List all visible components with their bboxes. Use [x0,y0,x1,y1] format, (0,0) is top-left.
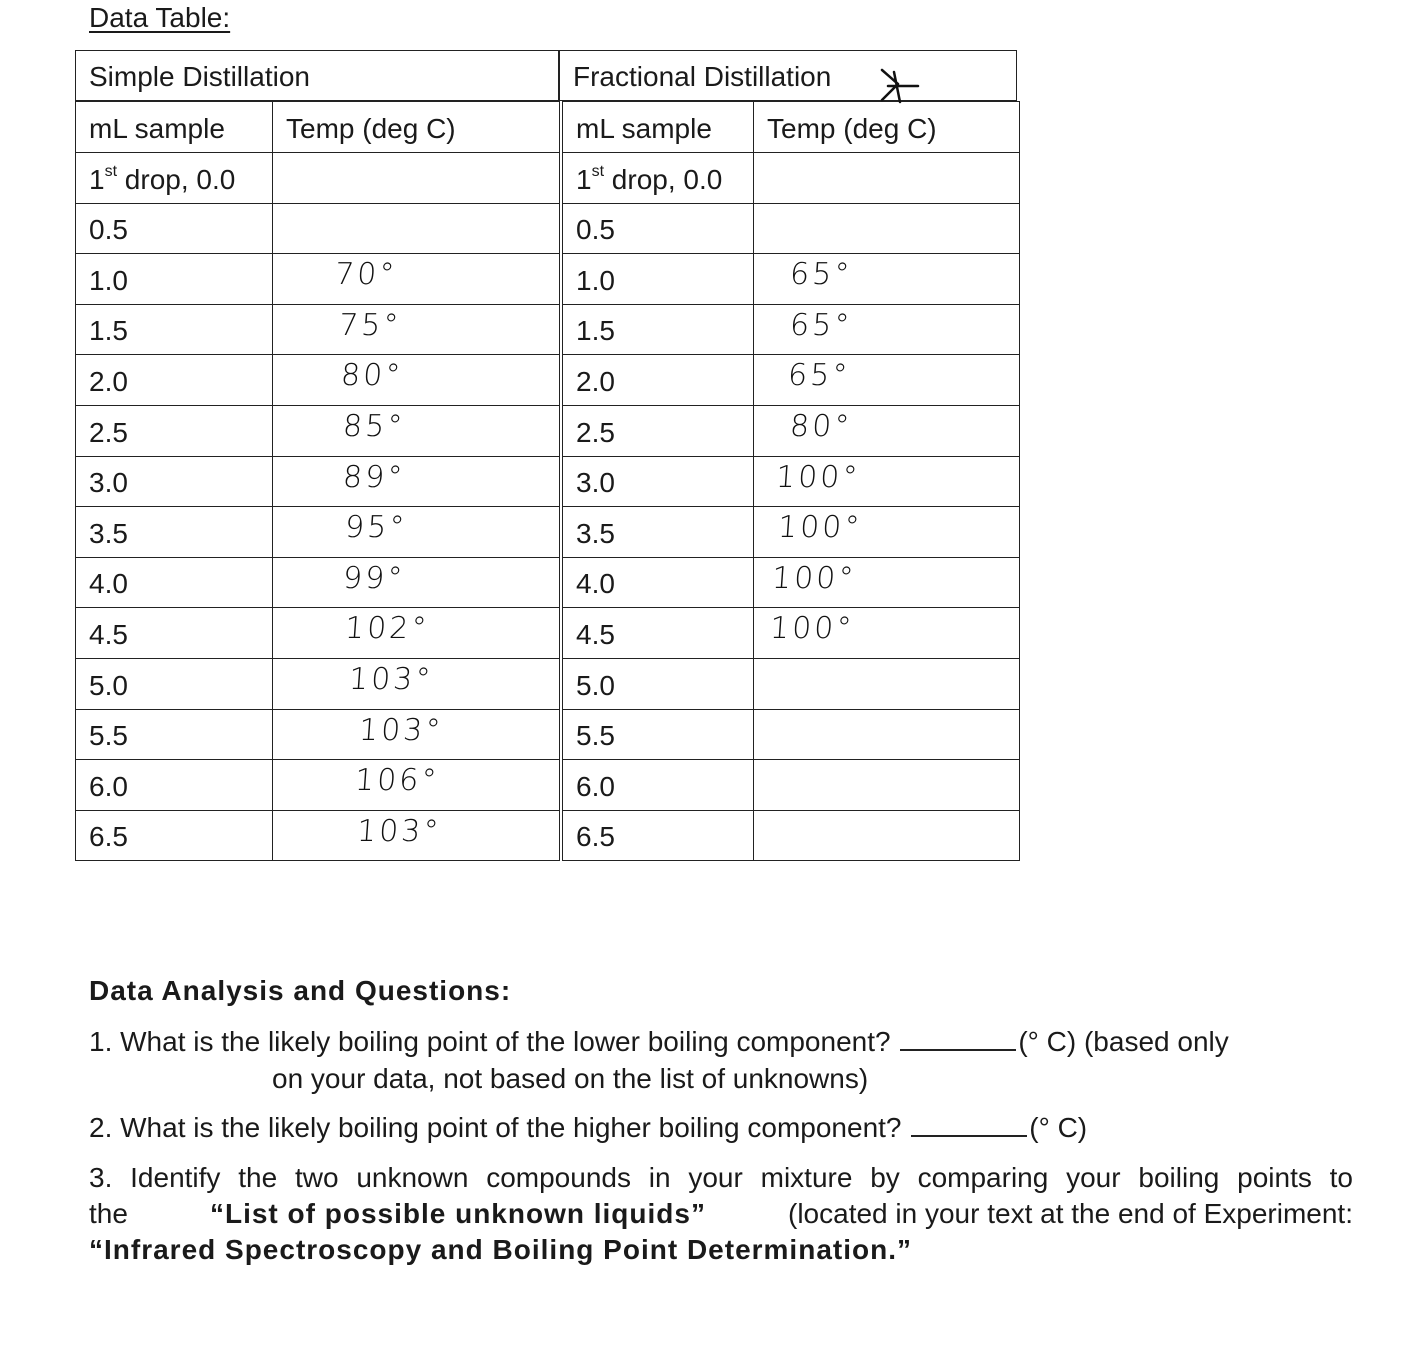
question-2-unit: (° C) [1029,1112,1088,1143]
simple-ml-value: 6.5 [89,821,128,852]
handwritten-temp: 100° [770,561,858,596]
fractional-ml-value: 3.5 [576,518,615,549]
fractional-ml-value: 4.5 [576,619,615,650]
fractional-ml-value: 2.0 [576,366,615,397]
simple-ml-value: 5.0 [89,670,128,701]
question-2 [89,1110,1087,1146]
fractional-ml-cell [562,456,754,507]
simple-ml-cell [75,607,273,659]
handwritten-mark-icon [878,66,922,106]
fractional-temp-cell [753,152,1020,204]
fractional-ml-cell [562,253,754,305]
simple-ml-cell [75,810,273,861]
page-title: Data Table: [89,2,231,33]
first-drop-label: 1st drop, 0.0 [89,163,236,195]
handwritten-temp: 103° [355,814,443,849]
handwritten-temp: 103° [357,713,445,748]
question-1-unit: (° C) (based only [1018,1026,1229,1057]
simple-ml-value: 2.5 [89,417,128,448]
simple-temp-cell [272,304,560,355]
handwritten-temp: 80° [788,409,854,444]
fractional-temp-cell [753,304,1020,355]
fractional-col-temp-label: Temp (deg C) [767,113,937,144]
fractional-temp-cell [753,456,1020,507]
question-1-continued: on your data, not based on the list of unknowns) [272,1063,869,1094]
handwritten-temp: 99° [341,561,407,596]
handwritten-temp: 95° [343,510,409,545]
simple-ml-value: 5.5 [89,720,128,751]
fractional-ml-value: 3.0 [576,467,615,498]
simple-temp-cell [272,253,560,305]
simple-col-ml-header [75,101,273,153]
fractional-ml-cell [562,506,754,558]
fractional-ml-cell [562,557,754,608]
handwritten-temp: 85° [341,409,407,444]
simple-ml-value: 1.5 [89,315,128,346]
answer-blank-2[interactable] [911,1113,1027,1137]
simple-ml-cell [75,354,273,406]
fractional-ml-cell [562,203,754,254]
fractional-ml-cell [562,658,754,710]
fractional-ml-cell [562,759,754,811]
fractional-temp-cell [753,709,1020,760]
handwritten-temp: 65° [786,358,852,393]
fractional-ml-value: 1.0 [576,265,615,296]
simple-ml-cell [75,506,273,558]
simple-ml-value: 1.0 [89,265,128,296]
simple-ml-cell [75,152,273,204]
question-3-text: the [89,1198,128,1229]
handwritten-temp: 80° [339,358,405,393]
fractional-ml-cell [562,405,754,457]
fractional-ml-cell [562,304,754,355]
simple-ml-cell [75,557,273,608]
handwritten-temp: 75° [337,308,403,343]
fractional-ml-value: 0.5 [576,214,615,245]
fractional-ml-value: 5.5 [576,720,615,751]
fractional-ml-value: 5.0 [576,670,615,701]
fractional-ml-cell [562,709,754,760]
first-drop-label: 1st drop, 0.0 [576,163,723,195]
simple-col-temp-header [272,101,560,153]
fractional-col-ml-label: mL sample [576,113,712,144]
fractional-temp-cell [753,354,1020,406]
handwritten-temp: 103° [347,662,435,697]
simple-ml-value: 0.5 [89,214,128,245]
simple-ml-value: 3.0 [89,467,128,498]
simple-temp-cell [272,405,560,457]
handwritten-temp: 100° [774,460,862,495]
fractional-temp-cell [753,253,1020,305]
question-3-list-title: “List of possible unknown liquids” [209,1198,706,1229]
simple-ml-value: 3.5 [89,518,128,549]
simple-ml-cell [75,253,273,305]
fractional-col-temp-header [753,101,1020,153]
simple-ml-value: 2.0 [89,366,128,397]
simple-ml-value: 4.5 [89,619,128,650]
fractional-ml-value: 2.5 [576,417,615,448]
fractional-header [559,50,1017,101]
handwritten-temp: 70° [333,257,399,292]
question-1 [89,1024,1353,1060]
simple-temp-cell [272,658,560,710]
simple-temp-cell [272,759,560,811]
fractional-col-ml-header [562,101,754,153]
simple-col-ml-label: mL sample [89,113,225,144]
simple-temp-cell [272,557,560,608]
simple-temp-cell [272,709,560,760]
fractional-temp-cell [753,405,1020,457]
simple-ml-cell [75,203,273,254]
handwritten-temp: 106° [353,763,441,798]
simple-ml-cell [75,456,273,507]
handwritten-temp: 89° [341,460,407,495]
question-3-line-2 [89,1196,1353,1232]
fractional-ml-cell [562,810,754,861]
handwritten-temp: 100° [768,611,856,646]
simple-temp-cell [272,506,560,558]
simple-temp-cell [272,456,560,507]
simple-ml-value: 6.0 [89,771,128,802]
fractional-temp-cell [753,810,1020,861]
fractional-ml-value: 6.0 [576,771,615,802]
fractional-temp-cell [753,506,1020,558]
simple-col-temp-label: Temp (deg C) [286,113,456,144]
fractional-temp-cell [753,607,1020,659]
handwritten-temp: 65° [788,257,854,292]
fractional-ml-value: 4.0 [576,568,615,599]
handwritten-temp: 100° [776,510,864,545]
simple-ml-cell [75,405,273,457]
simple-temp-cell [272,354,560,406]
fractional-header-label: Fractional Distillation [573,61,832,92]
simple-temp-cell [272,152,560,204]
simple-header [75,50,559,101]
simple-temp-cell [272,203,560,254]
question-2-text: 2. What is the likely boiling point of the higher boiling component? [89,1112,902,1143]
fractional-ml-value: 6.5 [576,821,615,852]
question-3-line-1: 3. Identify the two unknown compounds in your mixture by comparing your boiling points to [89,1162,1353,1193]
fractional-ml-cell [562,607,754,659]
simple-temp-cell [272,607,560,659]
fractional-temp-cell [753,658,1020,710]
simple-ml-cell [75,304,273,355]
fractional-ml-cell [562,152,754,204]
handwritten-temp: 102° [343,611,431,646]
simple-ml-value: 4.0 [89,568,128,599]
fractional-ml-cell [562,354,754,406]
handwritten-temp: 65° [788,308,854,343]
question-1-text: 1. What is the likely boiling point of the lower boiling component? [89,1026,891,1057]
simple-temp-cell [272,810,560,861]
fractional-temp-cell [753,203,1020,254]
simple-ml-cell [75,709,273,760]
question-3-line-3: “Infrared Spectroscopy and Boiling Point Determination.” [89,1234,912,1265]
answer-blank-1[interactable] [900,1027,1016,1051]
questions-heading: Data Analysis and Questions: [89,975,512,1006]
fractional-temp-cell [753,557,1020,608]
question-3-text-2: (located in your text at the end of Experiment: [788,1198,1353,1229]
fractional-temp-cell [753,759,1020,811]
simple-ml-cell [75,658,273,710]
fractional-ml-value: 1.5 [576,315,615,346]
simple-ml-cell [75,759,273,811]
simple-header-label: Simple Distillation [89,61,310,92]
